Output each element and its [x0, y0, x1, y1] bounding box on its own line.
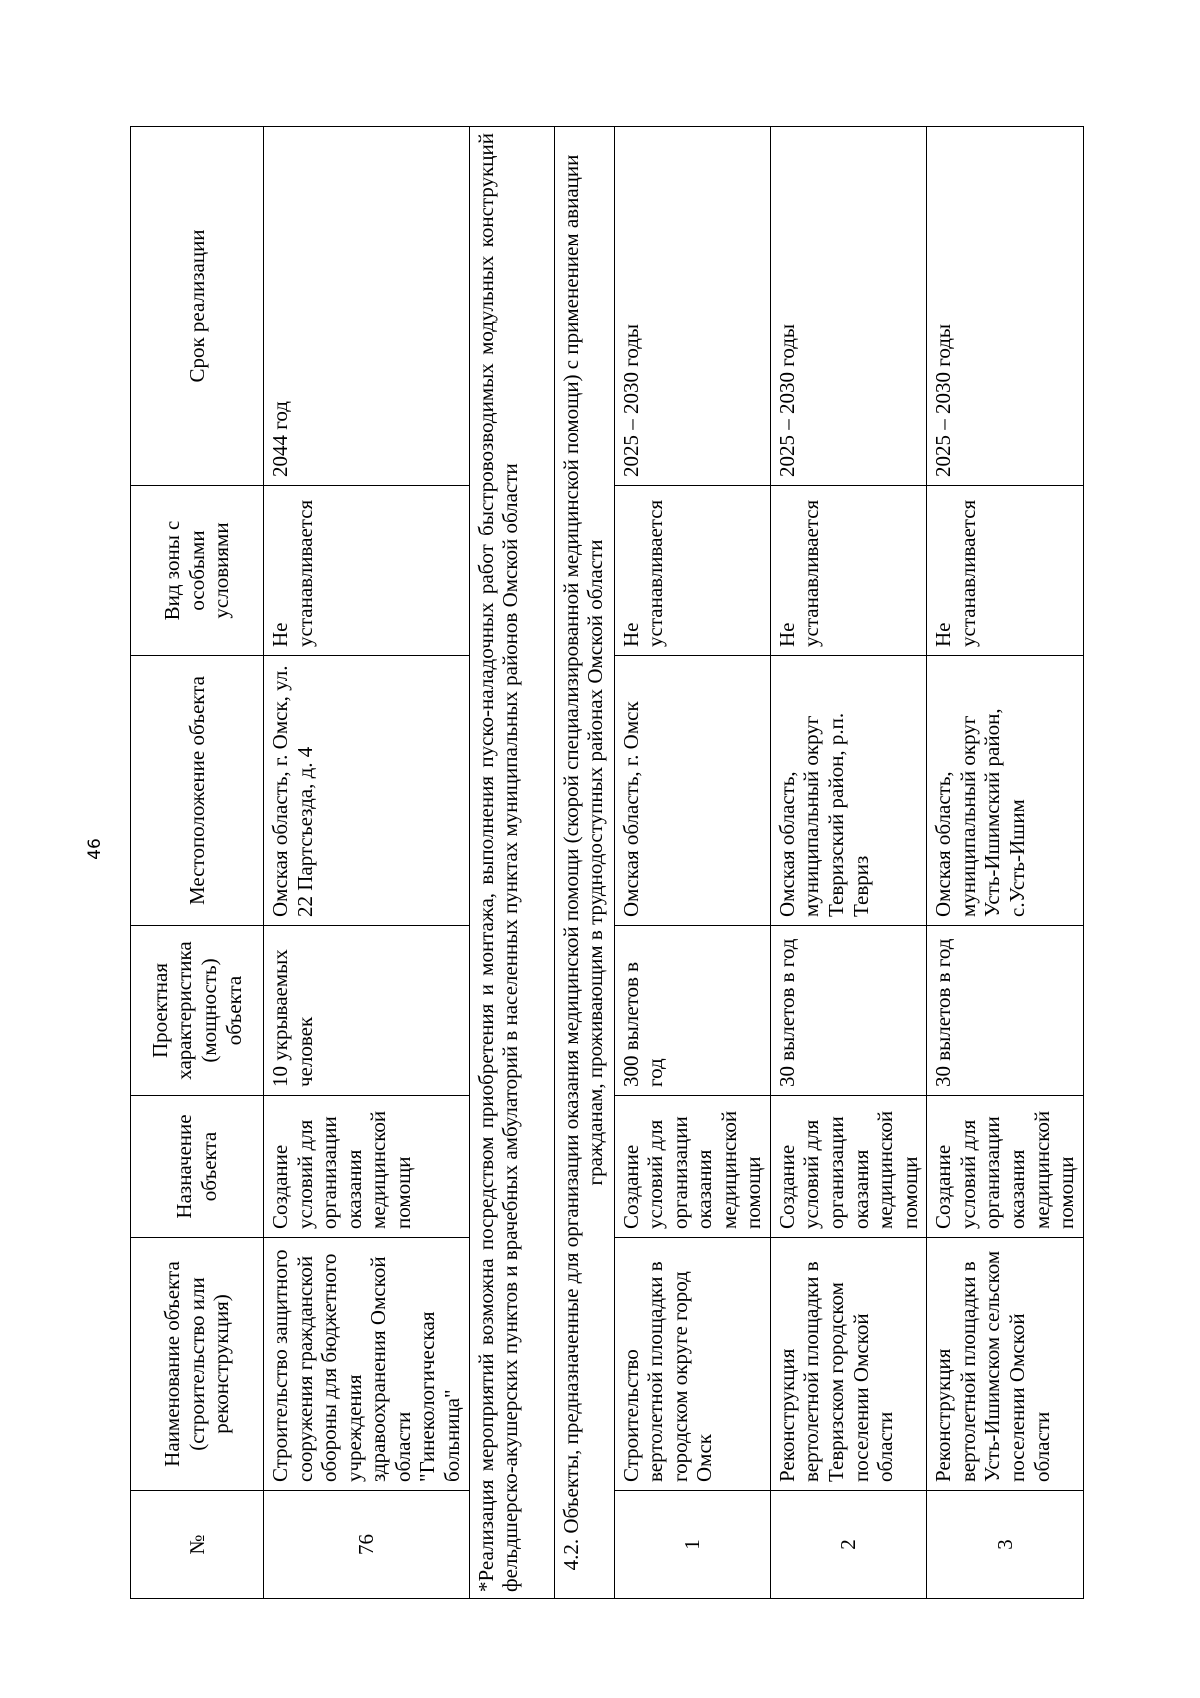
- object-name: Строительство защитного сооружения гражданской обороны для бюджетного учреждения здравоохранения Омской области "Гинекологическая больница": [264, 1238, 470, 1491]
- rotated-table-container: [130, 127, 1079, 1599]
- object-location: Омская область, муниципальный округ Усть-Ишимский район, с.Усть-Ишим: [927, 656, 1083, 926]
- object-name: Реконструкция вертолетной площадки в Тевризском городском поселении Омской области: [770, 1238, 926, 1491]
- section-title: 4.2. Объекты, предназначенные для организации оказания медицинской помощи (скорой специализированной медицинской помощи) с применением авиации гражданам, проживающим в труднодоступных районах Омской области: [554, 127, 614, 1599]
- object-location: Омская область, муниципальный округ Тевризский район, р.п. Тевриз: [770, 656, 926, 926]
- header-row: [131, 127, 264, 1599]
- section-row: [554, 127, 614, 1599]
- implementation-term: 2025 – 2030 годы: [770, 127, 926, 486]
- row-number: 3: [927, 1491, 1083, 1599]
- zone-type: Не устанавливается: [927, 486, 1083, 656]
- footnote: *Реализация мероприятий возможна посредством приобретения и монтажа, выполнения пуско-наладочных работ быстровозводимых модульных конструкций фельдшерско-акушерских пунктов и врачебных амбулаторий в населенных пунктах муниципальных районов Омской области: [469, 127, 554, 1599]
- object-location: Омская область, г. Омск, ул. 22 Партсъезда, д. 4: [264, 656, 470, 926]
- object-location: Омская область, г. Омск: [614, 656, 770, 926]
- page-number: 46: [85, 838, 105, 860]
- object-name: Строительство вертолетной площадки в городском округе город Омск: [614, 1238, 770, 1491]
- header-location: Местоположение объекта: [131, 656, 264, 926]
- table-row: [264, 127, 470, 1599]
- implementation-term: 2025 – 2030 годы: [614, 127, 770, 486]
- implementation-term: 2025 – 2030 годы: [927, 127, 1083, 486]
- implementation-term: 2044 год: [264, 127, 470, 486]
- header-zone: Вид зоны с особыми условиями: [131, 486, 264, 656]
- object-name: Реконструкция вертолетной площадки в Усть-Ишимском сельском поселении Омской области: [927, 1238, 1083, 1491]
- row-number: 1: [614, 1491, 770, 1599]
- row-number: 2: [770, 1491, 926, 1599]
- table-row: [770, 127, 926, 1599]
- zone-type: Не устанавливается: [614, 486, 770, 656]
- object-purpose: Создание условий для организации оказания медицинской помощи: [264, 1096, 470, 1238]
- zone-type: Не устанавливается: [264, 486, 470, 656]
- object-capacity: 300 вылетов в год: [614, 926, 770, 1096]
- object-capacity: 30 вылетов в год: [770, 926, 926, 1096]
- object-purpose: Создание условий для организации оказания медицинской помощи: [770, 1096, 926, 1238]
- note-row: [469, 127, 554, 1599]
- header-term: Срок реализации: [131, 127, 264, 486]
- header-num: №: [131, 1491, 264, 1599]
- object-purpose: Создание условий для организации оказания медицинской помощи: [614, 1096, 770, 1238]
- object-capacity: 30 вылетов в год: [927, 926, 1083, 1096]
- header-purpose: Назначение объекта: [131, 1096, 264, 1238]
- object-purpose: Создание условий для организации оказания медицинской помощи: [927, 1096, 1083, 1238]
- row-number: 76: [264, 1491, 470, 1599]
- object-capacity: 10 укрываемых человек: [264, 926, 470, 1096]
- table-row: [614, 127, 770, 1599]
- objects-table: [130, 126, 1084, 1599]
- table-row: [927, 127, 1083, 1599]
- header-name: Наименование объекта (строительство или реконструкция): [131, 1238, 264, 1491]
- zone-type: Не устанавливается: [770, 486, 926, 656]
- header-capacity: Проектная характеристика (мощность) объекта: [131, 926, 264, 1096]
